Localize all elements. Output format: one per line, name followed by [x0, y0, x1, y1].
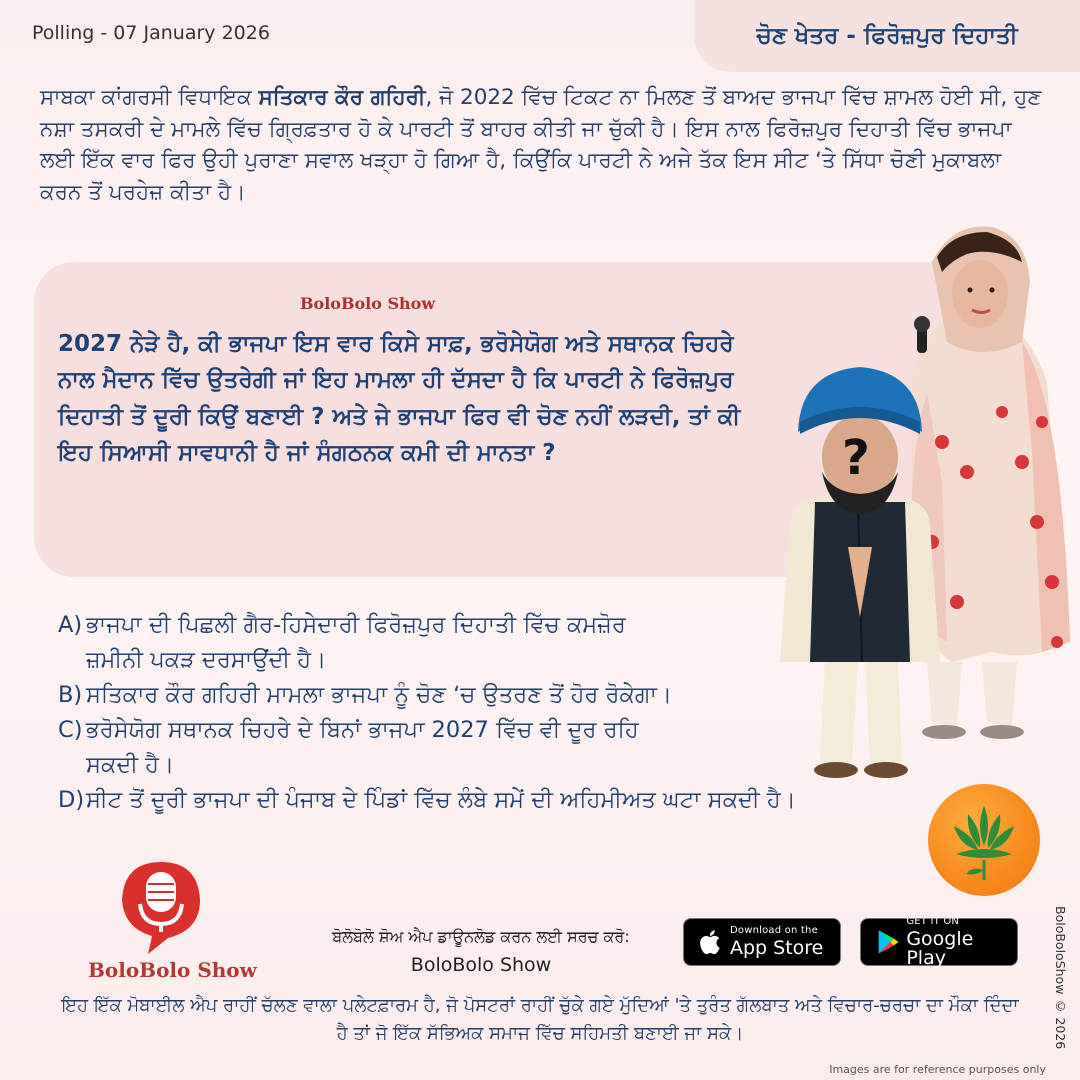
question-card-brand: BoloBolo Show: [300, 294, 436, 313]
svg-text:?: ?: [842, 430, 870, 486]
footer-brand-logo: BoloBolo Show: [88, 958, 257, 982]
apple-icon: [692, 923, 730, 961]
answer-options: [58, 608, 938, 819]
google-play-icon: [869, 923, 906, 961]
reference-disclaimer: Images are for reference purposes only: [829, 1063, 1046, 1076]
intro-paragraph: [40, 82, 1045, 208]
option-letter: D): [58, 787, 85, 814]
option-text: ਭਰੋਸੇਯੋਗ ਸਥਾਨਕ ਚਿਹਰੇ ਦੇ ਬਿਨਾਂ ਭਾਜਪਾ 2027 ਵਿੱਚ ਵੀ ਦੂਰ ਰਹਿ ਸਕਦੀ ਹੈ।: [86, 717, 639, 779]
constituency-label: ਚੋਣ ਖੇਤਰ - ਫਿਰੋਜ਼ਪੁਰ ਦਿਹਾਤੀ: [756, 23, 1018, 49]
intro-part2: , ਜੋ 2022 ਵਿੱਚ ਟਿਕਟ ਨਾ ਮਿਲਣ ਤੋਂ ਬਾਅਦ ਭਾਜਪਾ ਵਿੱਚ ਸ਼ਾਮਲ ਹੋਈ ਸੀ, ਹੁਣ ਨਸ਼ਾ ਤਸਕਰੀ ਦੇ ਮਾਮਲੇ ਵਿੱਚ ਗ੍ਰਿਫ਼ਤਾਰ ਹੋ ਕੇ ਪਾਰਟੀ ਤੋਂ ਬਾਹਰ ਕੀਤੀ ਜਾ ਚੁੱਕੀ ਹੈ। ਇਸ ਨਾਲ ਫਿਰੋਜ਼ਪੁਰ ਦਿਹਾਤੀ ਵਿੱਚ ਭਾਜਪਾ ਲਈ ਇੱਕ ਵਾਰ ਫਿਰ ਉਹੀ ਪੁਰਾਣਾ ਸਵਾਲ ਖੜ੍ਹਾ ਹੋ ਗਿਆ ਹੈ, ਕਿਉਂਕਿ ਪਾਰਟੀ ਨੇ ਅਜੇ ਤੱਕ ਇਸ ਸੀਟ ‘ਤੇ ਸਿੱਧਾ ਚੋਣੀ ਮੁਕਾਬਲਾ ਕਰਨ ਤੋਂ ਪਰਹੇਜ਼ ਕੀਤਾ ਹੈ।: [40, 85, 1042, 205]
option-b[interactable]: [58, 678, 938, 713]
app-store-button[interactable]: [683, 918, 841, 966]
poll-question: 2027 ਨੇੜੇ ਹੈ, ਕੀ ਭਾਜਪਾ ਇਸ ਵਾਰ ਕਿਸੇ ਸਾਫ਼, ਭਰੋਸੇਯੋਗ ਅਤੇ ਸਥਾਨਕ ਚਿਹਰੇ ਨਾਲ ਮੈਦਾਨ ਵਿੱਚ ਉਤਰੇਗੀ ਜਾਂ ਇਹ ਮਾਮਲਾ ਹੀ ਦੱਸਦਾ ਹੈ ਕਿ ਪਾਰਟੀ ਨੇ ਫਿਰੋਜ਼ਪੁਰ ਦਿਹਾਤੀ ਤੋਂ ਦੂਰੀ ਕਿਉਂ ਬਣਾਈ ? ਅਤੇ ਜੇ ਭਾਜਪਾ ਫਿਰ ਵੀ ਚੋਣ ਨਹੀਂ ਲੜਦੀ, ਤਾਂ ਕੀ ਇਹ ਸਿਆਸੀ ਸਾਵਧਾਨੀ ਹੈ ਜਾਂ ਸੰਗਠਨਕ ਕਮੀ ਦੀ ਮਾਨਤਾ ?: [58, 331, 741, 466]
intro-part1: ਸਾਬਕਾ ਕਾਂਗਰਸੀ ਵਿਧਾਇਕ: [40, 85, 259, 110]
app-store-small: Download on the: [730, 925, 818, 936]
option-c[interactable]: [58, 713, 938, 783]
app-name: BoloBolo Show: [410, 953, 552, 976]
option-d[interactable]: [58, 783, 938, 818]
option-text: ਸਤਿਕਾਰ ਕੌਰ ਗਹਿਰੀ ਮਾਮਲਾ ਭਾਜਪਾ ਨੂੰ ਚੋਣ ‘ਚ ਉਤਰਣ ਤੋਂ ਹੋਰ ਰੋਕੇਗਾ।: [86, 682, 673, 709]
intro-name-bold: ਸਤਿਕਾਰ ਕੌਰ ਗਹਿਰੀ: [258, 85, 426, 110]
microphone-icon: [118, 858, 204, 958]
option-letter: A): [58, 612, 83, 638]
option-letter: B): [58, 682, 83, 709]
copyright-note: BoloBoloShow © 2026: [1053, 906, 1068, 1050]
poll-date: Polling - 07 January 2026: [32, 22, 270, 44]
option-text: ਭਾਜਪਾ ਦੀ ਪਿਛਲੀ ਗੈਰ-ਹਿਸੇਦਾਰੀ ਫਿਰੋਜ਼ਪੁਰ ਦਿਹਾਤੀ ਵਿੱਚ ਕਮਜ਼ੋਰ ਜ਼ਮੀਨੀ ਪਕੜ ਦਰਸਾਉਂਦੀ ਹੈ।: [86, 612, 626, 674]
option-text: ਸੀਟ ਤੋਂ ਦੂਰੀ ਭਾਜਪਾ ਦੀ ਪੰਜਾਬ ਦੇ ਪਿੰਡਾਂ ਵਿੱਚ ਲੰਬੇ ਸਮੇਂ ਦੀ ਅਹਿਮੀਅਤ ਘਟਾ ਸਕਦੀ ਹੈ।: [86, 787, 796, 814]
constituency-tab: [694, 0, 1080, 72]
option-a[interactable]: [58, 608, 938, 678]
app-store-big: App Store: [730, 937, 824, 959]
google-play-button[interactable]: [860, 915, 1018, 969]
bjp-lotus-icon: [928, 784, 1040, 896]
download-instruction: ਬੋਲੋਬੋਲੋ ਸ਼ੋਅ ਐਪ ਡਾਊਨਲੋਡ ਕਰਨ ਲਈ ਸਰਚ ਕਰੋ:: [332, 927, 630, 946]
platform-tagline: ਇਹ ਇੱਕ ਮੋਬਾਈਲ ਐਪ ਰਾਹੀਂ ਚੱਲਣ ਵਾਲਾ ਪਲੇਟਫ਼ਾਰਮ ਹੈ, ਜੋ ਪੋਸਟਰਾਂ ਰਾਹੀਂ ਚੁੱਕੇ ਗਏ ਮੁੱਦਿਆਂ 'ਤੇ ਤੁਰੰਤ ਗੱਲਬਾਤ ਅਤੇ ਵਿਚਾਰ-ਚਰਚਾ ਦਾ ਮੌਕਾ ਦਿੰਦਾ ਹੈ ਤਾਂ ਜੋ ਇੱਕ ਸੱਭਿਅਕ ਸਮਾਜ ਵਿੱਚ ਸਹਿਮਤੀ ਬਣਾਈ ਜਾ ਸਕੇ।: [61, 995, 1019, 1045]
download-prompt: [300, 924, 662, 980]
google-play-big: Google Play: [906, 927, 974, 969]
option-letter: C): [58, 717, 83, 744]
google-play-small: GET IT ON: [906, 915, 960, 927]
